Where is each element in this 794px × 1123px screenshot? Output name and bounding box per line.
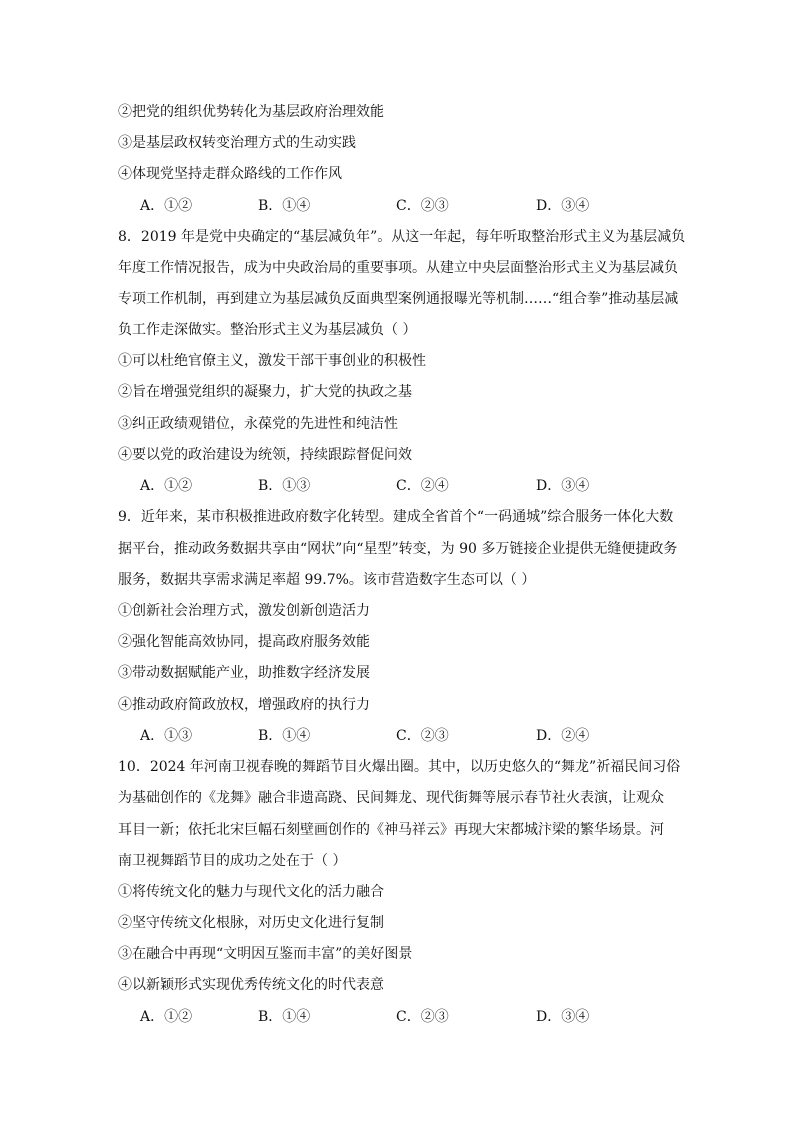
q10-stem-line-1: 10．2024 年河南卫视春晚的舞蹈节目火爆出圈。其中，以历史悠久的“舞龙”祈福民间习俗 — [118, 759, 681, 775]
q8-item-4: ④要以党的政治建设为统领，持续跟踪督促问效 — [118, 447, 412, 463]
q7-option-d: D．③④ — [536, 198, 590, 214]
q9-item-3: ③带动数据赋能产业，助推数字经济发展 — [118, 665, 370, 681]
q8-stem-line-3: 专项工作机制，再到建立为基层减负反面典型案例通报曝光等机制……“组合拳”推动基层减 — [118, 291, 679, 307]
q7-item-4: ④体现党坚持走群众路线的工作作风 — [118, 166, 342, 182]
q10-item-1: ①将传统文化的魅力与现代文化的活力融合 — [118, 884, 384, 900]
q8-item-1: ①可以杜绝官僚主义，激发干部干事创业的积极性 — [118, 353, 426, 369]
q9-option-a: A．①③ — [140, 728, 193, 744]
q8-option-a: A．①② — [140, 478, 193, 494]
q8-item-2: ②旨在增强党组织的凝聚力，扩大党的执政之基 — [118, 384, 412, 400]
q10-item-4: ④以新颖形式实现优秀传统文化的时代表意 — [118, 977, 384, 993]
q7-item-3: ③是基层政权转变治理方式的生动实践 — [118, 135, 356, 151]
q10-stem-line-2: 为基础创作的《龙舞》融合非遗高跷、民间舞龙、现代街舞等展示春节社火表演，让观众 — [118, 790, 664, 806]
q10-stem-line-3: 耳目一新；依托北宋巨幅石刻壁画创作的《神马祥云》再现大宋都城汴梁的繁华场景。河 — [118, 822, 664, 838]
q9-item-4: ④推动政府简政放权，增强政府的执行力 — [118, 697, 370, 713]
q8-options — [140, 476, 660, 496]
q8-item-3: ③纠正政绩观错位，永葆党的先进性和纯洁性 — [118, 416, 398, 432]
q7-option-c: C．②③ — [396, 198, 449, 214]
q7-option-a: A．①② — [140, 198, 193, 214]
q8-option-d: D．③④ — [536, 478, 590, 494]
q9-item-1: ①创新社会治理方式，激发创新创造活力 — [118, 603, 370, 619]
q9-option-b: B．①④ — [258, 728, 311, 744]
q10-option-d: D．③④ — [536, 1009, 590, 1025]
q9-option-c: C．②③ — [396, 728, 449, 744]
q9-item-2: ②强化智能高效协同，提高政府服务效能 — [118, 634, 370, 650]
q10-option-a: A．①② — [140, 1009, 193, 1025]
q9-stem-line-3: 服务，数据共享需求满足率超 99.7%。该市营造数字生态可以（ ） — [118, 572, 536, 588]
q8-stem-line-4: 负工作走深做实。整治形式主义为基层减负（ ） — [118, 322, 417, 338]
q10-item-3: ③在融合中再现“文明因互鉴而丰富”的美好图景 — [118, 946, 413, 962]
q10-option-c: C．②③ — [396, 1009, 449, 1025]
q10-stem-line-4: 南卫视舞蹈节目的成功之处在于（ ） — [118, 853, 347, 869]
q7-options — [140, 196, 660, 216]
q10-option-b: B．①④ — [258, 1009, 311, 1025]
q9-option-d: D．②④ — [536, 728, 590, 744]
q7-option-b: B．①④ — [258, 198, 311, 214]
q8-stem-line-1: 8．2019 年是党中央确定的“基层减负年”。从这一年起，每年听取整治形式主义为基层减负 — [118, 229, 686, 245]
q7-item-2: ②把党的组织优势转化为基层政府治理效能 — [118, 104, 384, 120]
q8-stem-line-2: 年度工作情况报告，成为中央政治局的重要事项。从建立中央层面整治形式主义为基层减负 — [118, 260, 678, 276]
q10-item-2: ②坚守传统文化根脉，对历史文化进行复制 — [118, 915, 384, 931]
q9-options — [140, 726, 660, 746]
q9-stem-line-1: 9．近年来，某市积极推进政府数字化转型。建成全省首个“一码通城”综合服务一体化大数 — [118, 509, 674, 525]
q9-stem-line-2: 据平台，推动政务数据共享由“网状”向“星型”转变，为 90 多万链接企业提供无缝便捷政务 — [118, 541, 678, 557]
q8-option-b: B．①③ — [258, 478, 311, 494]
q10-options — [140, 1007, 660, 1027]
q8-option-c: C．②④ — [396, 478, 449, 494]
